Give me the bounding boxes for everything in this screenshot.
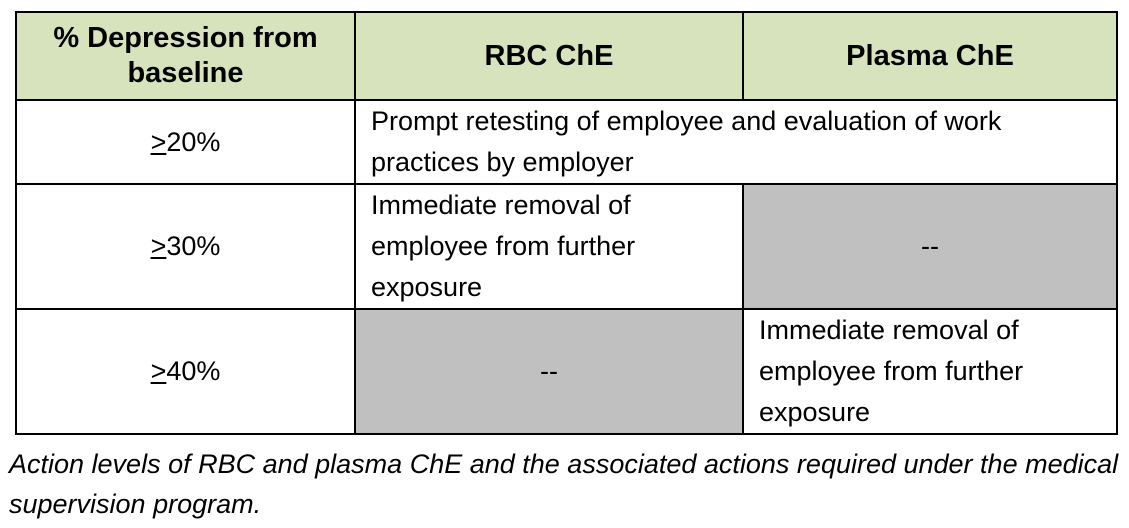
action-levels-table bbox=[15, 11, 1118, 435]
not-applicable-cell: -- bbox=[743, 184, 1117, 309]
table-row bbox=[16, 309, 1117, 434]
table-caption: Action levels of RBC and plasma ChE and the associated actions required under the medical supervision program. bbox=[9, 449, 1119, 519]
header-depression: % Depression from baseline bbox=[16, 12, 355, 100]
level-cell bbox=[16, 184, 355, 309]
greater-equal-symbol: > bbox=[150, 356, 167, 386]
table-row bbox=[16, 184, 1117, 309]
header-rbc-che: RBC ChE bbox=[355, 12, 743, 100]
action-cell-both: Prompt retesting of employee and evaluation of work practices by employer bbox=[355, 100, 1117, 184]
level-value: 20% bbox=[166, 126, 221, 157]
level-value: 30% bbox=[166, 231, 221, 261]
level-value: 40% bbox=[166, 356, 221, 386]
level-cell bbox=[16, 309, 355, 434]
level-cell bbox=[16, 100, 355, 184]
action-cell-rbc: Immediate removal of employee from further exposure bbox=[355, 184, 743, 309]
not-applicable-cell: -- bbox=[355, 309, 743, 434]
action-cell-plasma: Immediate removal of employee from further exposure bbox=[743, 309, 1117, 434]
header-row bbox=[16, 12, 1117, 100]
header-plasma-che: Plasma ChE bbox=[743, 12, 1117, 100]
greater-equal-symbol: > bbox=[150, 231, 167, 261]
greater-equal-symbol: > bbox=[150, 126, 167, 157]
table-row bbox=[16, 100, 1117, 184]
